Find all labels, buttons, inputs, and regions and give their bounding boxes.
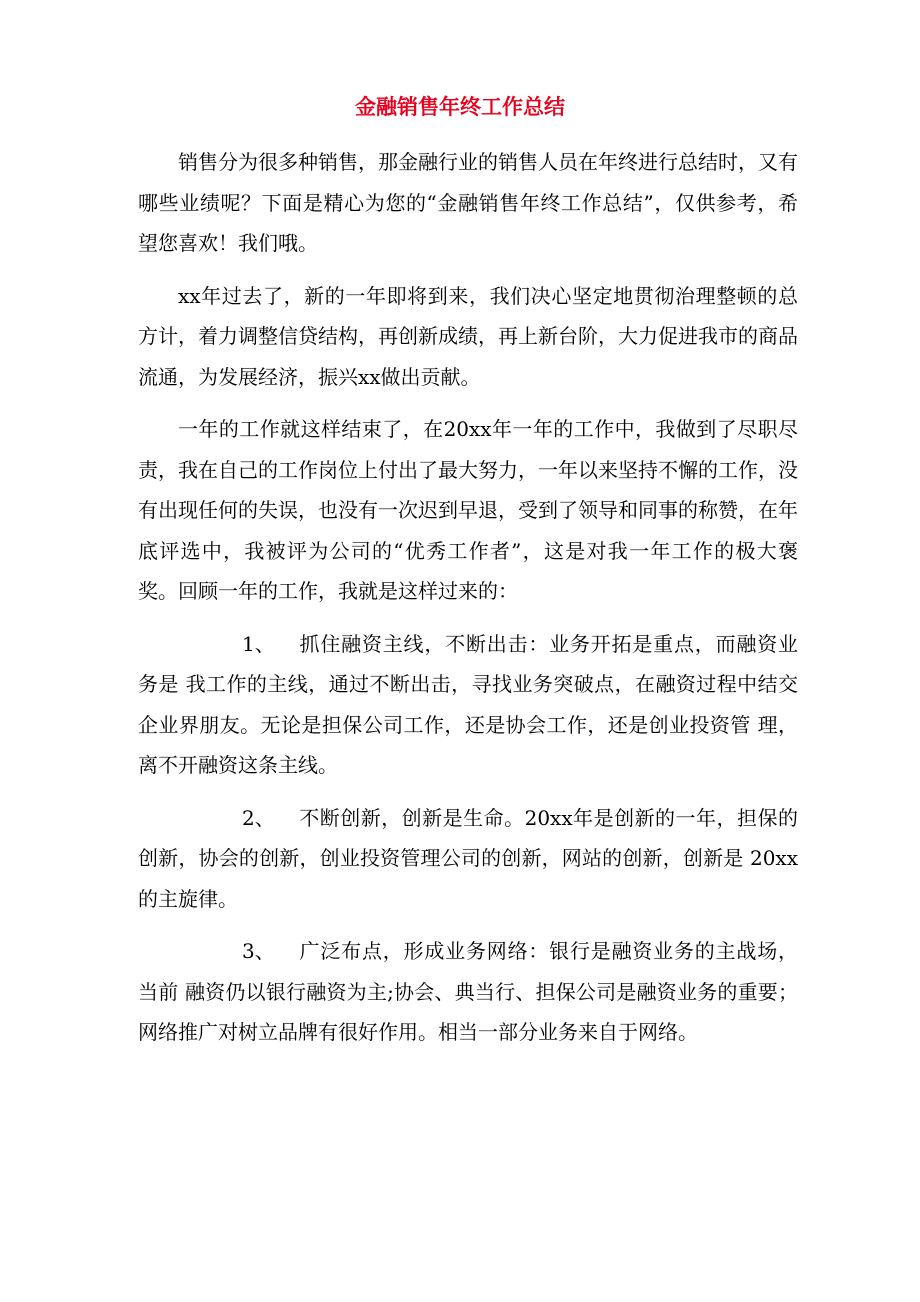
list-item-1	[138, 624, 798, 786]
list-item-number: 1、	[242, 631, 275, 656]
list-item-text: 不断创新，创新是生命。20xx年是创新的一年，担保的创新，协会的创新，创业投资管理公司的创新，网站的创新，创新是 20xx的主旋律。	[138, 805, 798, 911]
paragraph-work-summary: 一年的工作就这样结束了，在20xx年一年的工作中，我做到了尽职尽责，我在自己的工作岗位上付出了最大努力，一年以来坚持不懈的工作，没有出现任何的失误，也没有一次迟到早退，受到了领导和同事的称赞，在年底评选中，我被评为公司的“优秀工作者”，这是对我一年工作的极大褒奖。回顾一年的工作，我就是这样过来的：	[138, 417, 798, 603]
list-item-number: 2、	[242, 805, 275, 830]
list-item-2	[138, 798, 798, 920]
paragraph-year-review: xx年过去了，新的一年即将到来，我们决心坚定地贯彻治理整顿的总方计，着力调整信贷结构，再创新成绩，再上新台阶，大力促进我市的商品流通，为发展经济，振兴xx做出贡献。	[138, 283, 798, 389]
list-item-number: 3、	[242, 939, 275, 963]
list-item-text: 抓住融资主线，不断出击：业务开拓是重点，而融资业务是 我工作的主线，通过不断出击，寻找业务突破点，在融资过程中结交 企业界朋友。无论是担保公司工作，还是协会工作，还是创业投资管 理，离不开融资这条主线。	[138, 631, 798, 777]
document-title: 金融销售年终工作总结	[355, 95, 565, 119]
document-body	[138, 142, 798, 1065]
list-item-3	[138, 931, 798, 1053]
paragraph-intro: 销售分为很多种销售，那金融行业的销售人员在年终进行总结时，又有哪些业绩呢？下面是精心为您的“金融销售年终工作总结”，仅供参考，希望您喜欢！我们哦。	[138, 150, 798, 255]
list-item-text: 广泛布点，形成业务网络：银行是融资业务的主战场，当前 融资仍以银行融资为主;协会、典当行、担保公司是融资业务的重要； 网络推广对树立品牌有很好作用。相当一部分业务来自于网络。	[138, 939, 798, 1044]
